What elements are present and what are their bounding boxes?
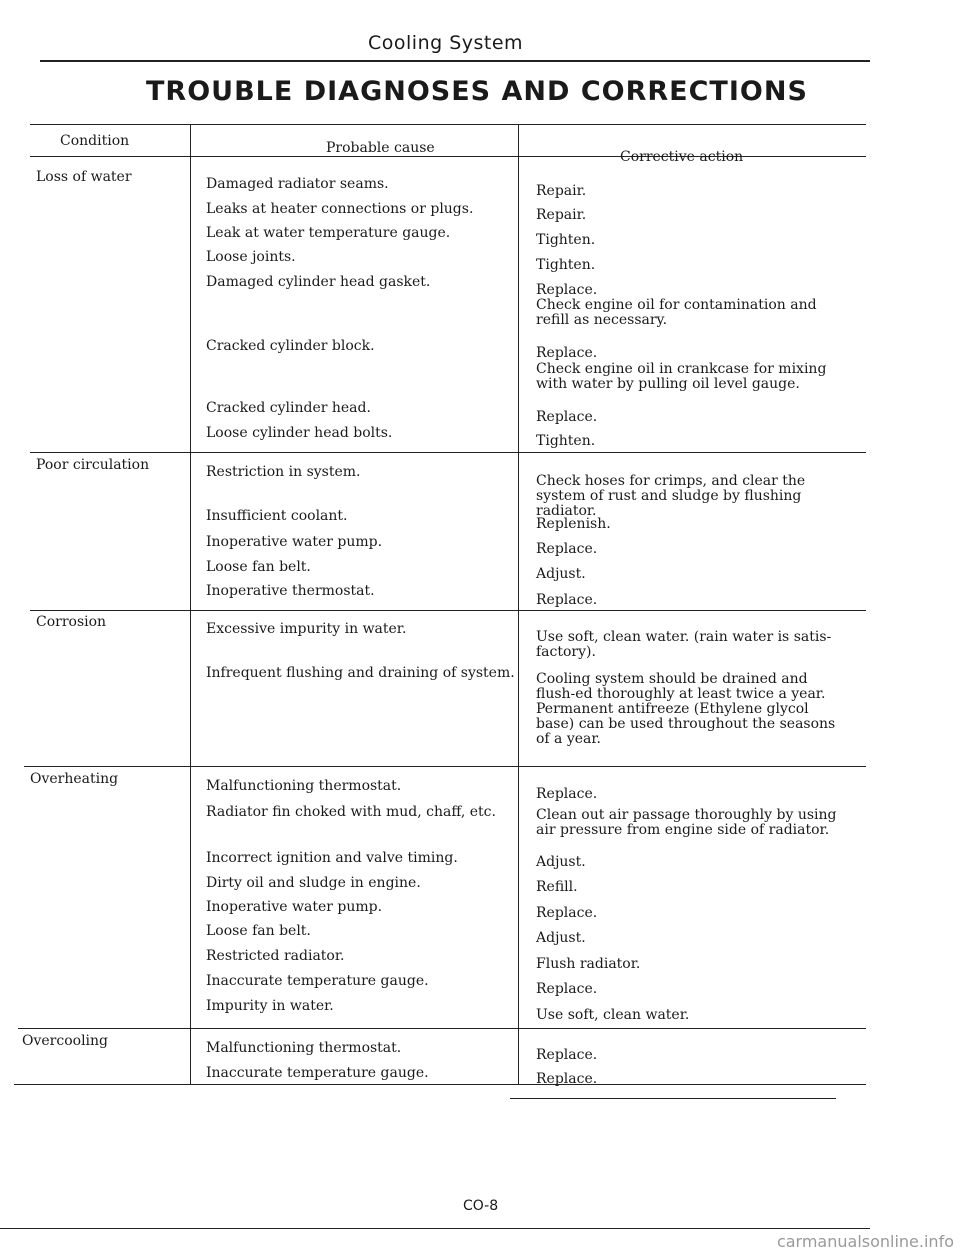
action-item: Tighten.: [536, 232, 596, 248]
running-head: Cooling System: [368, 32, 524, 54]
footer-rule: [0, 1228, 870, 1229]
cause-item: Impurity in water.: [206, 998, 334, 1014]
action-item: Refill.: [536, 879, 578, 895]
table-bottom-rule-extension: [510, 1098, 836, 1099]
cause-item: Loose joints.: [206, 249, 296, 265]
cause-item: Cracked cylinder head.: [206, 400, 371, 416]
cause-item: Inaccurate temperature gauge.: [206, 973, 429, 989]
action-item: Replace.: [536, 905, 598, 921]
page-number: CO-8: [463, 1198, 499, 1214]
cause-item: Malfunctioning thermostat.: [206, 778, 402, 794]
row-rule: [24, 766, 866, 767]
action-item: Check engine oil for contamination and refill as necessary.: [536, 297, 817, 328]
action-item: Check engine oil in crankcase for mixing with water by pulling oil level gauge.: [536, 361, 827, 392]
cause-item: Damaged cylinder head gasket.: [206, 274, 431, 290]
cause-item: Leaks at heater connections or plugs.: [206, 201, 474, 217]
column-divider: [518, 124, 519, 1084]
action-item: Tighten.: [536, 433, 596, 449]
action-item: Replace.: [536, 981, 598, 997]
action-item: Replace.: [536, 786, 598, 802]
column-header-probable-cause: Probable cause: [326, 140, 435, 156]
cause-item: Leak at water temperature gauge.: [206, 225, 451, 241]
table-bottom-rule: [14, 1084, 866, 1085]
action-item: Adjust.: [536, 930, 586, 946]
cause-item: Inoperative water pump.: [206, 534, 383, 550]
page-title: TROUBLE DIAGNOSES AND CORRECTIONS: [146, 76, 808, 107]
cause-item: Cracked cylinder block.: [206, 338, 375, 354]
row-rule: [30, 610, 866, 611]
action-item: Replace.: [536, 345, 598, 361]
action-item: Replace.: [536, 541, 598, 557]
action-item: Adjust.: [536, 566, 586, 582]
action-item: Replace.: [536, 592, 598, 608]
action-item: Flush radiator.: [536, 956, 641, 972]
cause-item: Inoperative water pump.: [206, 899, 383, 915]
action-item: Replace.: [536, 1071, 598, 1087]
action-item: Repair.: [536, 183, 587, 199]
cause-item: Dirty oil and sludge in engine.: [206, 875, 421, 891]
table-top-rule: [30, 124, 866, 125]
cause-item: Loose cylinder head bolts.: [206, 425, 393, 441]
cause-item: Insufficient coolant.: [206, 508, 348, 524]
cause-item: Inaccurate temperature gauge.: [206, 1065, 429, 1081]
action-item: Use soft, clean water. (rain water is satis-factory).: [536, 629, 832, 660]
action-item: Replenish.: [536, 516, 611, 532]
action-item: Replace.: [536, 409, 598, 425]
row-rule: [18, 1028, 866, 1029]
cause-item: Inoperative thermostat.: [206, 583, 375, 599]
action-item: Check hoses for crimps, and clear the system of rust and sludge by flushing radiator.: [536, 473, 806, 519]
action-item: Clean out air passage thoroughly by using air pressure from engine side of radiator.: [536, 807, 837, 838]
action-item: Replace.: [536, 1047, 598, 1063]
cause-item: Incorrect ignition and valve timing.: [206, 850, 458, 866]
condition-poor-circulation: Poor circulation: [36, 457, 150, 473]
cause-item: Restricted radiator.: [206, 948, 345, 964]
action-item: Tighten.: [536, 257, 596, 273]
cause-item: Excessive impurity in water.: [206, 621, 407, 637]
cause-item: Loose fan belt.: [206, 559, 311, 575]
condition-overheating: Overheating: [30, 771, 119, 787]
cause-item: Infrequent flushing and draining of system.: [206, 665, 515, 681]
column-header-condition: Condition: [60, 133, 130, 149]
action-item: Adjust.: [536, 854, 586, 870]
action-item: Cooling system should be drained and flush-ed thoroughly at least twice a year. Permanent antifreeze (Ethylene glycol base) can be used throughout the seasons of a year.: [536, 671, 836, 747]
action-item: Repair.: [536, 207, 587, 223]
condition-overcooling: Overcooling: [22, 1033, 108, 1049]
action-item: Use soft, clean water.: [536, 1007, 690, 1023]
action-item: Replace.: [536, 282, 598, 298]
column-divider: [190, 124, 191, 1084]
header-rule: [40, 60, 870, 62]
cause-item: Radiator fin choked with mud, chaff, etc.: [206, 804, 496, 820]
condition-loss-of-water: Loss of water: [36, 169, 132, 185]
row-rule: [30, 452, 866, 453]
cause-item: Malfunctioning thermostat.: [206, 1040, 402, 1056]
column-header-corrective-action: Corrective action: [620, 149, 744, 165]
cause-item: Damaged radiator seams.: [206, 176, 389, 192]
condition-corrosion: Corrosion: [36, 614, 107, 630]
cause-item: Restriction in system.: [206, 464, 361, 480]
watermark: carmanualsonline.info: [776, 1232, 954, 1251]
cause-item: Loose fan belt.: [206, 923, 311, 939]
